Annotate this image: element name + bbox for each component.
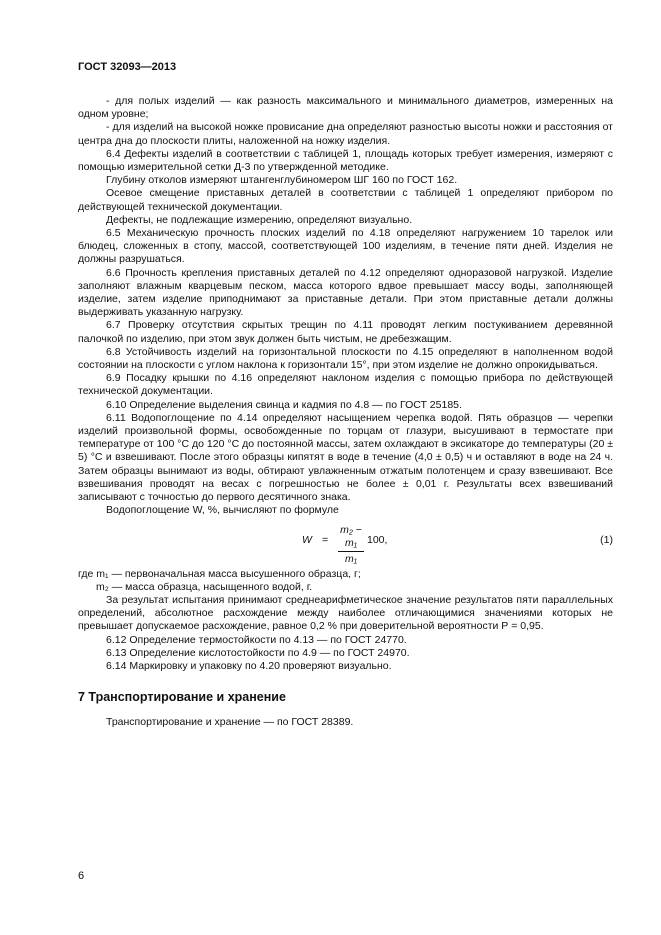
paragraph: Осевое смещение приставных деталей в соответствии с таблицей 1 определяют прибором по действующей технической документации. [78, 187, 613, 213]
paragraph: 6.4 Дефекты изделий в соответствии с таблицей 1, площадь которых требует измерения, измеряют с помощью измерительной сетки Д-3 по утвержденной методике. [78, 147, 613, 174]
paragraph: 6.13 Определение кислотостойкости по 4.9 — по ГОСТ 24970. [106, 646, 410, 659]
formula-numerator: m₂ − m₁ [340, 523, 362, 549]
paragraph: Дефекты, не подлежащие измерению, определяют визуально. [106, 213, 413, 226]
formula-lhs: W [302, 533, 312, 546]
document-header: ГОСТ 32093—2013 [78, 61, 177, 73]
paragraph: 6.14 Маркировку и упаковку по 4.20 проверяют визуально. [106, 659, 392, 672]
formula-multiplier: 100, [367, 533, 388, 546]
formula-1 [78, 524, 613, 568]
page-number: 6 [78, 870, 85, 882]
paragraph: 6.10 Определение выделения свинца и кадмия по 4.8 — по ГОСТ 25185. [106, 398, 462, 411]
where-line: m₂ — масса образца, насыщенного водой, г. [96, 580, 313, 593]
paragraph: 6.11 Водопоглощение по 4.14 определяют насыщением черепка водой. Пять образцов — черепки изделий произвольной формы, освобожденные по торцам от глазури, высушивают в термостате при температуре от 100 °С до 120 °С до постоянной массы, затем охлаждают в эксикаторе до температуры (20 ± 5) °С и взвешивают. После этого образцы кипятят в воде в течение (4,0 ± 0,5) ч и оставляют в воде на 24 ч. Затем образцы вынимают из воды, обтирают увлажненным отжатым полотенцем и сразу взвешивают. Все взвешивания проводят на весах с погрешностью не более ± 0,01 г. Результаты всех взвешиваний записывают с точностью до первого десятичного знака. [78, 411, 613, 504]
formula-number: (1) [600, 533, 613, 546]
paragraph: 6.6 Прочность крепления приставных деталей по 4.12 определяют одноразовой нагрузкой. Изделие заполняют влажным кварцевым песком, масса которого вдвое превышает массу воды, заполняющей изделие, затем изделие приподнимают за приставные детали. При этом приставные детали должны выдерживать указанную нагрузку. [78, 266, 613, 319]
formula-intro: Водопоглощение W, %, вычисляют по формуле [106, 504, 339, 517]
document-body [78, 95, 613, 730]
paragraph: 6.9 Посадку крышки по 4.16 определяют наклоном изделия с помощью прибора по действующей технической документации. [78, 372, 613, 398]
paragraph: 6.7 Проверку отсутствия скрытых трещин по 4.11 проводят легким постукиванием деревянной палочкой по изделию, при этом звук должен быть чистым, не дребезжащим. [78, 319, 613, 345]
formula-fraction [338, 524, 364, 567]
paragraph: Транспортирование и хранение — по ГОСТ 28389. [106, 716, 354, 729]
fraction-bar [338, 551, 364, 552]
section-heading: 7 Транспортирование и хранение [78, 690, 286, 705]
paragraph: 6.8 Устойчивость изделий на горизонтальной плоскости по 4.15 определяют в наполненном водой состоянии на плоскости с углом наклона к горизонтали 15°, при этом изделие не должно опрокидываться. [78, 345, 613, 372]
formula-equals: = [322, 533, 329, 546]
where-line: где m₁ — первоначальная масса высушенного образца, г; [78, 567, 361, 580]
paragraph: - для полых изделий — как разность максимального и минимального диаметров, измеренных на одном уровне; [78, 95, 613, 121]
paragraph: За результат испытания принимают среднеарифметическое значение результатов пяти параллельных определений, абсолютное расхождение между наиболее отличающимися значениями которых не превышает допускаемое расхождение, равное 0,2 % при доверительной вероятности Р = 0,95. [78, 593, 613, 633]
formula-denominator: m₁ [344, 552, 358, 565]
paragraph: Глубину отколов измеряют штангенглубиномером ШГ 160 по ГОСТ 162. [106, 174, 458, 187]
paragraph: 6.12 Определение термостойкости по 4.13 — по ГОСТ 24770. [106, 633, 407, 646]
paragraph: 6.5 Механическую прочность плоских изделий по 4.18 определяют нагружением 10 тарелок или блюдец, сложенных в стопу, массой, соответствующей 100 изделиям, в течение пяти дней. Изделия не должны разрушаться. [78, 227, 613, 266]
paragraph: - для изделий на высокой ножке провисание дна определяют разностью высоты ножки и расстояния от центра дна до плоскости плиты, наложенной на ножку изделия. [78, 121, 613, 147]
